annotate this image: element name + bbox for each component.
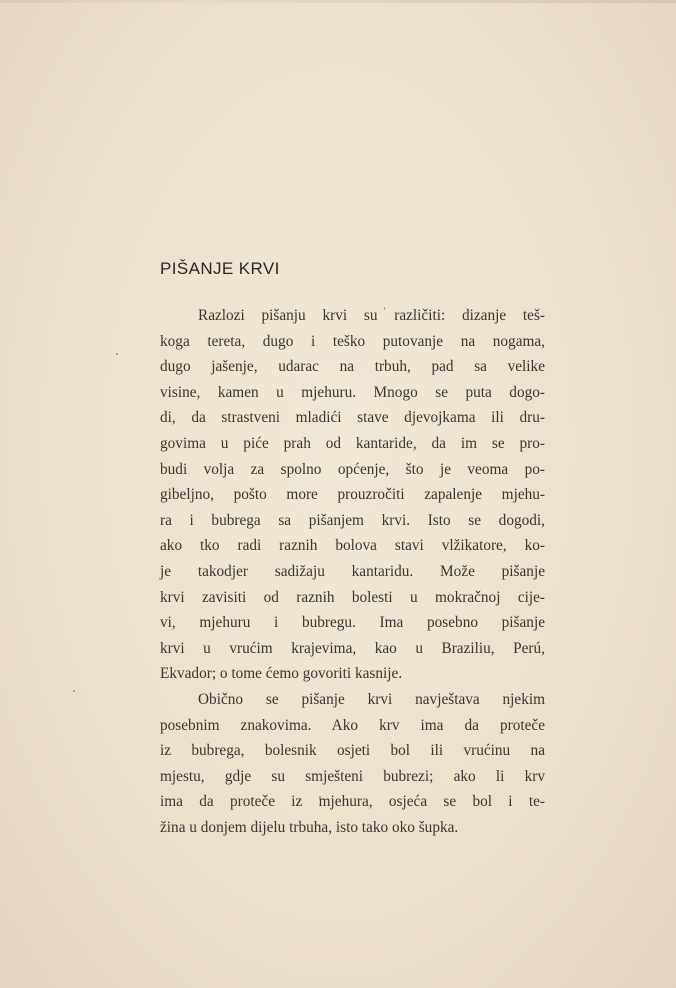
text-line: dugo jašenje, udarac na trbuh, pad sa velike (160, 358, 545, 376)
text-line: posebnim znakovima. Ako krv ima da proteče (160, 716, 545, 734)
text-line: Ekvador; o tome ćemo govoriti kasnije. (160, 665, 403, 683)
text-line: ra i bubrega sa pišanjem krvi. Isto se dogodi, (160, 511, 545, 529)
text-line: di, da strastveni mladići stave djevojkama ili dru- (160, 409, 545, 427)
text-line: Razlozi pišanju krvi su različiti: dizanje teš- (198, 307, 545, 324)
text-line: visine, kamen u mjehuru. Mnogo se puta dogo- (160, 383, 545, 401)
text-line: koga tereta, dugo i teško putovanje na nogama, (160, 332, 545, 350)
paragraph-1 (160, 303, 545, 687)
paragraph-2 (160, 687, 545, 841)
text-line: je takodjer sadižaju kantaridu. Može pišanje (160, 562, 545, 580)
text-line: ako tko radi raznih bolova stavi vlžikatore, ko- (160, 537, 545, 555)
page-top-edge (0, 0, 676, 3)
paper-speck (73, 690, 75, 692)
text-line: budi volja za spolno općenje, što je veoma po- (160, 460, 545, 478)
text-line: iz bubrega, bolesnik osjeti bol ili vrućinu na (160, 742, 545, 760)
text-line: Obično se pišanje krvi navještava njekim (198, 690, 545, 708)
text-line: govima u piće prah od kantaride, da im se pro- (160, 434, 545, 452)
text-line: vi, mjehuru i bubregu. Ima posebno pišanje (160, 614, 545, 632)
text-line: krvi u vrućim krajevima, kao u Braziliu, Perú, (160, 639, 545, 657)
text-line: ima da proteče iz mjehura, osjeća se bol i te- (160, 793, 545, 811)
text-line: mjestu, gdje su smješteni bubrezi; ako li krv (160, 767, 545, 785)
chapter-heading: PIŠANJE KRVI (160, 259, 280, 278)
body-text (160, 303, 545, 840)
text-line: gibeljno, pošto more prouzročiti zapalenje mjehu- (160, 486, 545, 504)
text-line: žina u donjem dijelu trbuha, isto tako oko šupka. (160, 818, 459, 836)
text-line: krvi zavisiti od raznih bolesti u mokračnoj cije- (160, 588, 545, 606)
paper-speck (116, 353, 118, 355)
